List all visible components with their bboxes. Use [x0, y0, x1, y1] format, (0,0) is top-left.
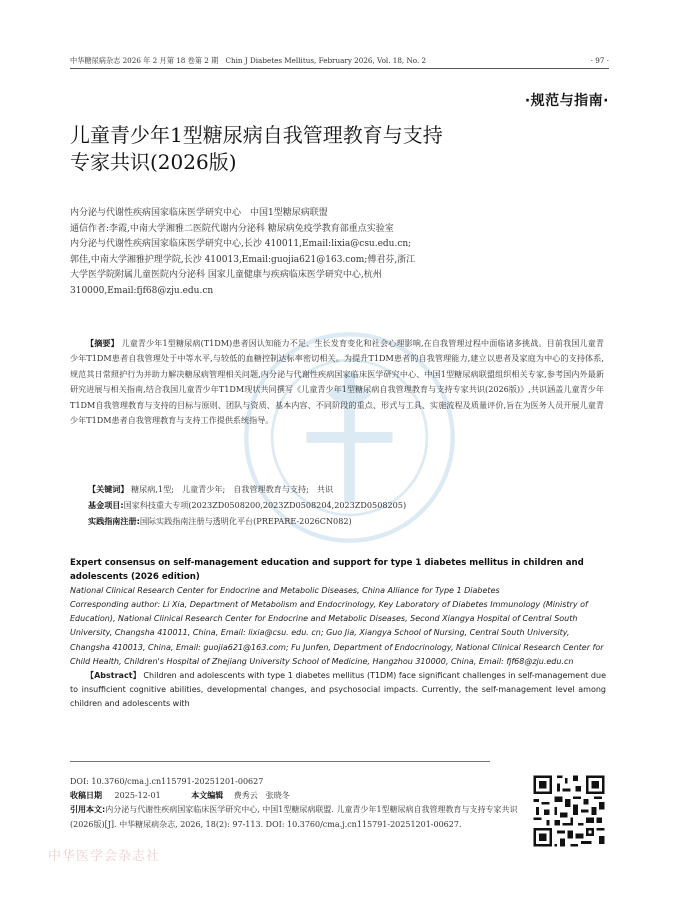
english-abstract-text: Children and adolescents with type 1 diabetes mellitus (T1DM) face significant challenges in self-management due to insufficient cognitive abilities, developmental changes, and psychosocial impacts. Currently, the self-management level among children and adolescents with	[70, 670, 607, 708]
cite-text: 内分泌与代谢性疾病国家临床医学研究中心, 中国1型糖尿病联盟. 儿童青少年1型糖尿病自我管理教育与支持专家共识(2026版)[J]. 中华糖尿病杂志, 2026, 18(2): 97-113. DOI: 10.3760/cma.j.cn115791-20251201-00627.	[70, 805, 518, 829]
article-footer	[70, 775, 520, 832]
english-corresponding: Corresponding author: Li Xia, Department of Metabolism and Endocrinology, Key Laboratory of Diabetes Immunology (Ministry of Education), National Clinical Research Center for Endocrine and Metabolic Diseases, Second Xiangya Hospital of Central South University, Changsha 410011, China, Email: lixia@csu. edu. cn; Guo Jia, Xiangya School of Nursing, Central South University, Changsha 410013, China, Email: guojia621@163.com; Fu Junfen, Department of Endocrinology, National Clinical Research Center for Child Health, Children's Hospital of Zhejiang University School of Medicine, Hangzhou 310000, China, Email: fjf68@zju.edu.cn	[70, 600, 604, 666]
english-org: National Clinical Research Center for Endocrine and Metabolic Diseases, China Alliance for Type 1 Diabetes	[70, 586, 500, 596]
english-title: Expert consensus on self-management education and support for type 1 diabetes mellitus in children and adolescents (2026 edition)	[70, 558, 584, 583]
author-line: 通信作者:李霞,中南大学湘雅二医院代谢内分泌科 糖尿病免疫学教育部重点实验室	[70, 223, 394, 234]
author-line: 310000,Email:fjf68@zju.edu.cn	[70, 285, 214, 296]
editor-names: 费秀云 张晓冬	[233, 791, 290, 801]
publisher-logo: 中华医学会杂志社	[48, 849, 161, 864]
abstract-label: 【摘要】	[86, 338, 119, 348]
author-line: 大学医学院附属儿童医院内分泌科 国家儿童健康与疾病临床医学研究中心,杭州	[70, 270, 382, 281]
registry-label: 实践指南注册:	[88, 516, 140, 526]
abstract-cn	[70, 336, 604, 428]
keywords-label: 【关键词】	[88, 484, 129, 494]
fund-label: 基金项目:	[88, 500, 124, 510]
journal-header: 中华糖尿病杂志 2026 年 2 月第 18 卷第 2 期 Chin J Diabetes Mellitus, February 2026, Vol. 18, No. 2	[70, 56, 427, 65]
keywords-row	[88, 484, 333, 495]
footer-divider	[70, 761, 490, 762]
qr-code-icon[interactable]	[531, 773, 607, 849]
english-section	[70, 556, 606, 711]
english-abstract	[70, 669, 606, 711]
doi[interactable]: DOI: 10.3760/cma.j.cn115791-20251201-00627	[70, 777, 264, 786]
article-title	[70, 122, 590, 176]
title-line-2: 专家共识(2026版)	[70, 150, 237, 174]
abstract-text: 儿童青少年1型糖尿病(T1DM)患者因认知能力不足、生长发育变化和社会心理影响,在自我管理过程中面临诸多挑战。目前我国儿童青少年T1DM患者自我管理处于中等水平,与较低的血糖控制达标率密切相关。为提升T1DM患者的自我管理能力,建立以患者及家庭为中心的支持体系,规范其日常照护行为并助力解决糖尿病管理相关问题,内分泌与代谢性疾病国家临床医学研究中心、中国1型糖尿病联盟组织相关专家,参考国内外最新研究进展与相关指南,结合我国儿童青少年T1DM现状共同撰写《儿童青少年1型糖尿病自我管理教育与支持专家共识(2026版)》,共识涵盖儿童青少年T1DM自我管理教育与支持的目标与原则、团队与资质、基本内容、不同阶段的重点、形式与工具、实施流程及质量评价,旨在为医务人员开展儿童青少年T1DM患者自我管理教育与支持工作提供系统指导。	[70, 338, 604, 426]
author-line: 内分泌与代谢性疾病国家临床医学研究中心 中国1型糖尿病联盟	[70, 208, 328, 218]
dates-row	[70, 789, 520, 803]
cite-label: 引用本文:	[70, 805, 106, 815]
english-abstract-label: 【Abstract】	[86, 670, 141, 680]
author-line: 内分泌与代谢性疾病国家临床医学研究中心,长沙 410011,Email:lixia@csu.edu.cn;	[70, 239, 412, 250]
title-line-1: 儿童青少年1型糖尿病自我管理教育与支持	[70, 123, 443, 147]
page-number: · 97 ·	[590, 56, 609, 65]
header-divider	[70, 68, 609, 69]
fund-row	[88, 500, 406, 511]
registry-row	[88, 516, 352, 527]
received-label: 收稿日期	[70, 791, 102, 801]
citation	[70, 803, 520, 831]
keywords-text: 糖尿病,1型; 儿童青少年; 自我管理教育与支持; 共识	[131, 484, 334, 494]
author-affiliations	[70, 206, 610, 300]
editor-label: 本文编辑	[191, 791, 224, 801]
received-date: 2025-12-01	[114, 791, 161, 801]
author-line: 郭佳,中南大学湘雅护理学院,长沙 410013,Email:guojia621@163.com;傅君芬,浙江	[70, 254, 416, 265]
fund-text: 国家科技重大专项(2023ZD0508200,2023ZD0508204,2023ZD0508205)	[123, 500, 407, 510]
registry-text: 国际实践指南注册与透明化平台(PREPARE-2026CN082)	[139, 516, 352, 526]
section-tag: ·规范与指南·	[524, 93, 609, 109]
